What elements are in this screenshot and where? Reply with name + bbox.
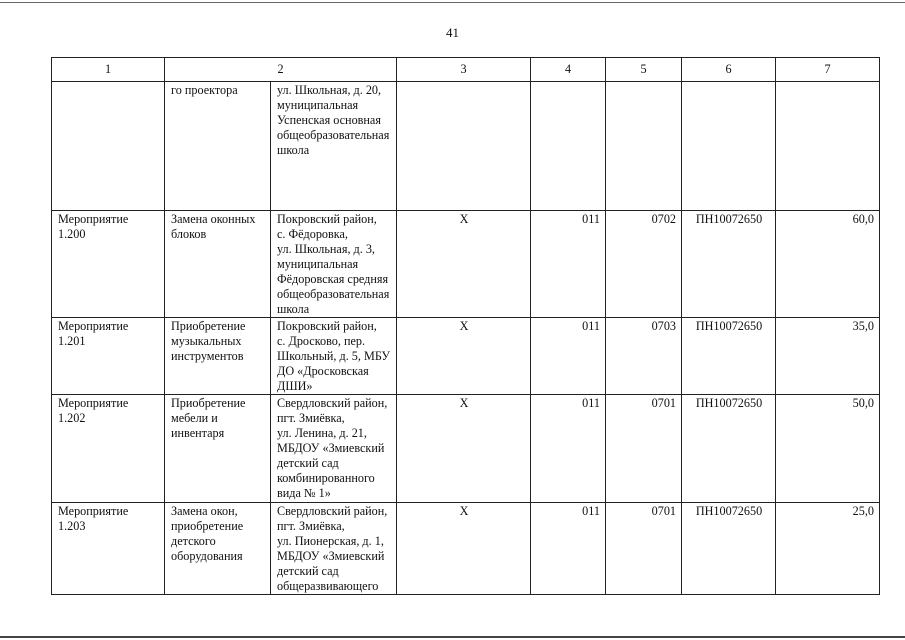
- section-cell: 0701: [606, 503, 682, 595]
- target-code-cell: ПН10072650: [682, 318, 776, 395]
- section-cell: 0701: [606, 395, 682, 503]
- header-cell: 2: [165, 58, 397, 82]
- code-cell: 011: [531, 211, 606, 318]
- table-row: [52, 211, 880, 318]
- x-cell: Х: [397, 318, 531, 395]
- event-address: Свердловский район, пгт. Змиёвка, ул. Пионерская, д. 1, МБДОУ «Змиевский детский сад общеразвивающего: [277, 504, 388, 593]
- target-code-cell: [682, 82, 776, 211]
- event-name: Приобретение мебели и инвентаря: [165, 395, 271, 502]
- budget-table: [51, 57, 880, 595]
- amount-cell: 25,0: [776, 503, 880, 595]
- target-code-cell: ПН10072650: [682, 503, 776, 595]
- header-cell: 7: [776, 58, 880, 82]
- x-cell: [397, 82, 531, 211]
- description-cell: [165, 395, 397, 503]
- description-cell: [165, 211, 397, 318]
- table-header-row: [52, 58, 880, 82]
- event-cell: Мероприятие 1.202: [52, 395, 165, 503]
- scan-bottom-edge: [0, 636, 905, 638]
- amount-cell: 35,0: [776, 318, 880, 395]
- description-cell: [165, 82, 397, 211]
- x-cell: Х: [397, 395, 531, 503]
- event-name: Приобретение музыкальных инструментов: [165, 318, 271, 394]
- amount-cell: [776, 82, 880, 211]
- table-row: [52, 395, 880, 503]
- page-number: 41: [446, 25, 459, 40]
- amount-cell: 50,0: [776, 395, 880, 503]
- description-cell: [165, 318, 397, 395]
- event-address: Покровский район, с. Фёдоровка, ул. Школьная, д. 3, муниципальная Фёдоровская средняя общеобразовательная школа: [277, 212, 390, 316]
- event-cell: Мероприятие 1.201: [52, 318, 165, 395]
- event-address: ул. Школьная, д. 20, муниципальная Успенская основная общеобразовательная школа: [277, 83, 390, 157]
- section-cell: 0703: [606, 318, 682, 395]
- event-cell: Мероприятие 1.200: [52, 211, 165, 318]
- code-cell: 011: [531, 503, 606, 595]
- target-code-cell: ПН10072650: [682, 395, 776, 503]
- event-name: го проектора: [165, 82, 271, 210]
- event-name: Замена окон, приобретение детского оборудования: [165, 503, 271, 594]
- header-cell: 6: [682, 58, 776, 82]
- x-cell: Х: [397, 503, 531, 595]
- event-address: Свердловский район, пгт. Змиёвка, ул. Ленина, д. 21, МБДОУ «Змиевский детский сад комбинированного вида № 1»: [277, 396, 388, 500]
- event-cell: [52, 82, 165, 211]
- code-cell: 011: [531, 395, 606, 503]
- x-cell: Х: [397, 211, 531, 318]
- code-cell: [531, 82, 606, 211]
- description-cell: [165, 503, 397, 595]
- table-row: [52, 82, 880, 211]
- section-cell: [606, 82, 682, 211]
- table-row: [52, 318, 880, 395]
- header-cell: 3: [397, 58, 531, 82]
- header-cell: 1: [52, 58, 165, 82]
- section-cell: 0702: [606, 211, 682, 318]
- code-cell: 011: [531, 318, 606, 395]
- table-row: [52, 503, 880, 595]
- event-name: Замена оконных блоков: [165, 211, 271, 317]
- event-cell: Мероприятие 1.203: [52, 503, 165, 595]
- header-cell: 5: [606, 58, 682, 82]
- amount-cell: 60,0: [776, 211, 880, 318]
- target-code-cell: ПН10072650: [682, 211, 776, 318]
- scan-top-edge: [0, 2, 905, 3]
- header-cell: 4: [531, 58, 606, 82]
- event-address: Покровский район, с. Дросково, пер. Школьный, д. 5, МБУ ДО «Дросковская ДШИ»: [277, 319, 391, 393]
